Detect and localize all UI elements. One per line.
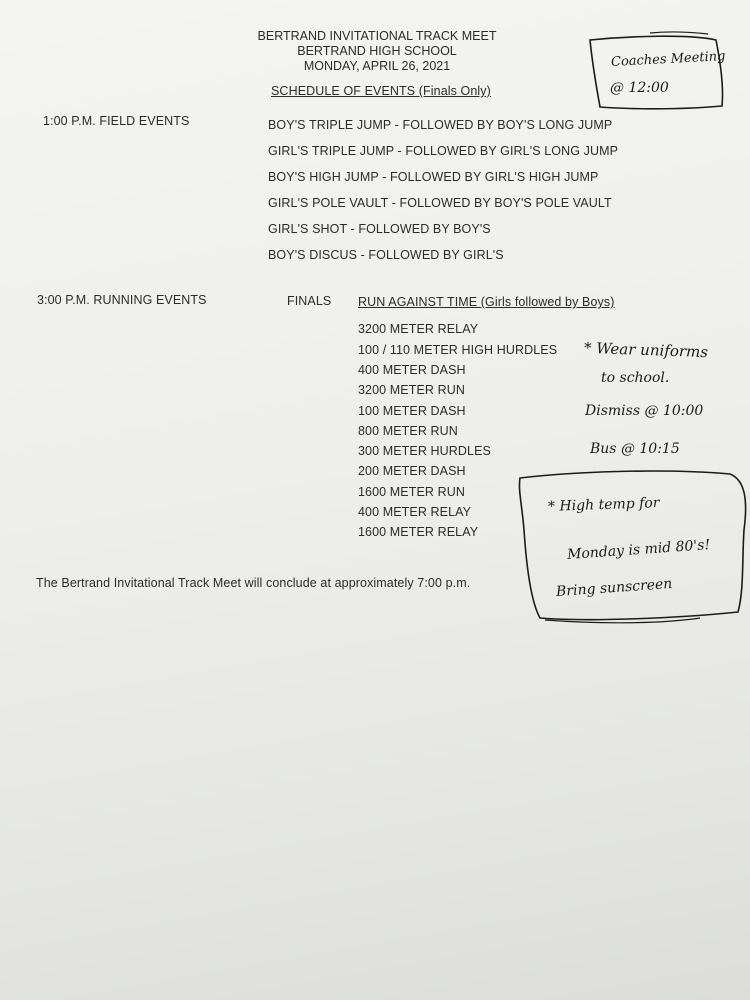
running-event-item: 1600 METER RELAY — [358, 525, 479, 539]
school-name: BERTRAND HIGH SCHOOL — [297, 44, 457, 58]
meet-date: MONDAY, APRIL 26, 2021 — [303, 59, 451, 73]
dismiss-note: Dismiss @ 10:00 — [585, 403, 704, 419]
running-event-item: 200 METER DASH — [358, 464, 466, 478]
running-event-item: 3200 METER RUN — [358, 383, 465, 397]
weather-box-bottom-stroke — [545, 618, 700, 623]
coaches-box-top-stroke — [650, 32, 708, 34]
bus-note: Bus @ 10:15 — [590, 441, 680, 457]
running-event-item: 800 METER RUN — [358, 424, 458, 438]
coaches-meeting-time: @ 12:00 — [610, 80, 669, 96]
running-event-item: 3200 METER RELAY — [358, 322, 479, 336]
weather-note-cont: Monday is mid 80's! — [566, 537, 711, 563]
schedule-heading: SCHEDULE OF EVENTS (Finals Only) — [271, 84, 491, 98]
sunscreen-note: Bring sunscreen — [555, 575, 673, 601]
coaches-meeting-note: Coaches Meeting — [610, 49, 726, 70]
field-event-item: GIRL'S SHOT - FOLLOWED BY BOY'S — [268, 222, 491, 236]
coaches-box-outline — [590, 36, 723, 109]
running-events-heading: RUN AGAINST TIME (Girls followed by Boys) — [358, 295, 615, 309]
running-event-item: 400 METER RELAY — [358, 505, 472, 519]
uniform-note: * Wear uniforms — [583, 338, 709, 362]
meet-title: BERTRAND INVITATIONAL TRACK MEET — [257, 29, 497, 43]
uniform-note-cont: to school. — [601, 370, 670, 386]
running-event-item: 400 METER DASH — [358, 363, 466, 377]
field-events-time: 1:00 P.M. FIELD EVENTS — [43, 114, 190, 128]
field-event-item: GIRL'S TRIPLE JUMP - FOLLOWED BY GIRL'S LONG JUMP — [268, 144, 619, 158]
weather-note: * High temp for — [547, 495, 660, 515]
running-events-time: 3:00 P.M. RUNNING EVENTS — [37, 293, 207, 307]
conclusion-note: The Bertrand Invitational Track Meet will conclude at approximately 7:00 p.m. — [36, 576, 471, 590]
field-event-item: BOY'S HIGH JUMP - FOLLOWED BY GIRL'S HIGH JUMP — [268, 170, 599, 184]
running-event-item: 1600 METER RUN — [358, 485, 465, 499]
field-event-item: BOY'S DISCUS - FOLLOWED BY GIRL'S — [268, 248, 504, 262]
running-event-item: 100 / 110 METER HIGH HURDLES — [358, 343, 558, 357]
field-event-item: GIRL'S POLE VAULT - FOLLOWED BY BOY'S POLE VAULT — [268, 196, 612, 210]
running-event-item: 100 METER DASH — [358, 404, 466, 418]
running-event-item: 300 METER HURDLES — [358, 444, 491, 458]
finals-label: FINALS — [287, 294, 332, 308]
field-event-item: BOY'S TRIPLE JUMP - FOLLOWED BY BOY'S LONG JUMP — [268, 118, 613, 132]
